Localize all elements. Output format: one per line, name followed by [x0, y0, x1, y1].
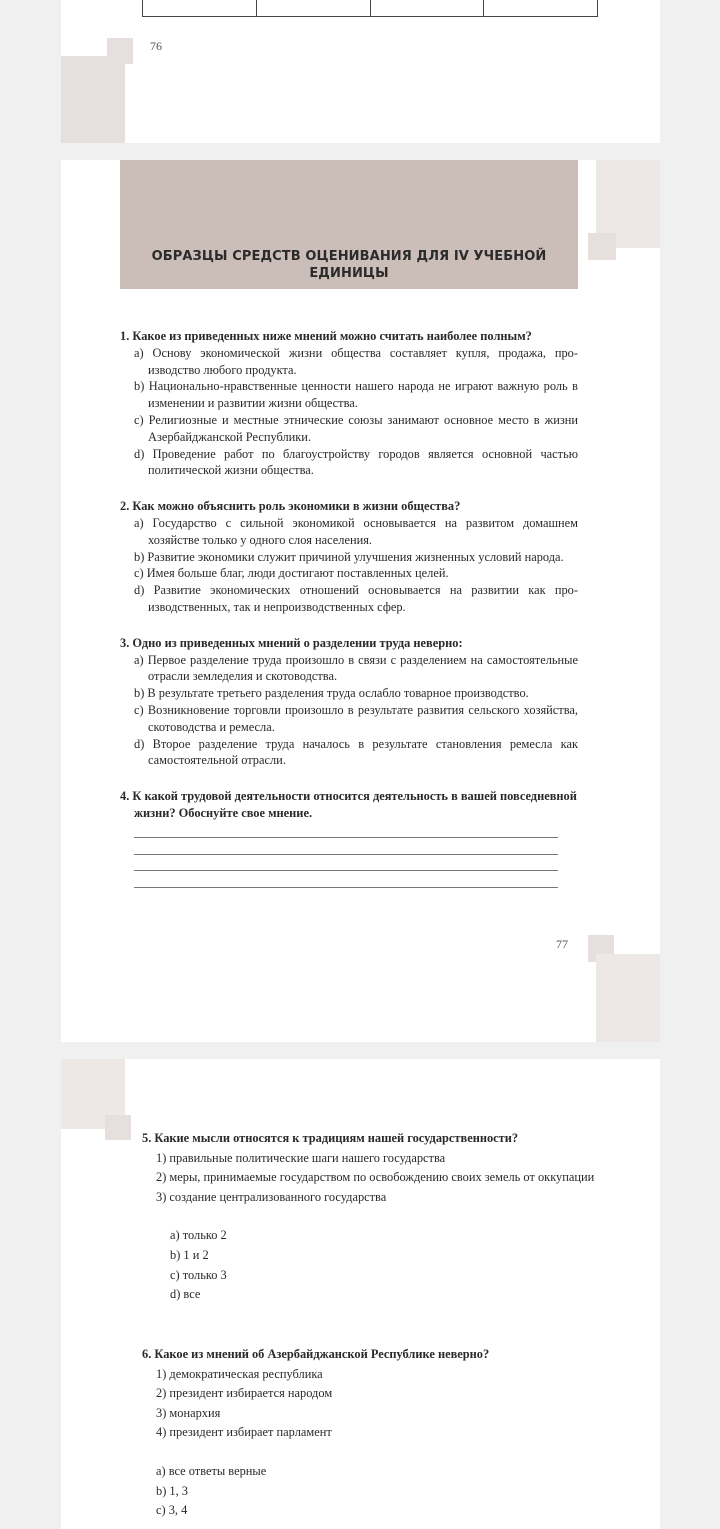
question-4 — [120, 788, 578, 888]
table-cell — [257, 0, 371, 16]
question-2 — [120, 498, 578, 616]
answer-d: d) все — [170, 1287, 201, 1302]
decor-square — [596, 954, 660, 1042]
answer-c: c) 3, 4 — [156, 1503, 188, 1518]
table-cell — [484, 0, 597, 16]
option-b: b) В результате третьего разделения труда ослабло товарное производство. — [134, 686, 529, 701]
question-1 — [120, 328, 578, 479]
table-bottom-row — [142, 0, 598, 17]
question-text: 5. Какие мысли относятся к традициям нашей государственности? — [142, 1131, 519, 1145]
answer-c: c) только 3 — [170, 1267, 227, 1282]
answer-b: b) 1, 3 — [156, 1483, 189, 1498]
question-text: 6. Какое из мнений об Азербайджанской Республике неверно? — [142, 1347, 490, 1361]
table-cell — [371, 0, 485, 16]
statement-item: 4) президент избирает парламент — [156, 1425, 332, 1440]
answer-a: a) только 2 — [170, 1228, 227, 1243]
option-b: b) Развитие экономики служит причиной улучшения жизненных условий народа. — [134, 549, 564, 564]
option-d: d) Развитие экономических отношений основывается на развитии как производственных, так и непроизводственных сфер. — [134, 583, 578, 614]
questions-block — [120, 328, 578, 888]
option-c: c) Возникновение торговли произошло в результате развития сельского хозяйства, скотоводства и ремесла. — [134, 702, 578, 734]
page-number: 77 — [556, 937, 568, 951]
page-76 — [61, 0, 660, 143]
decor-square — [588, 233, 616, 260]
answer-line[interactable] — [134, 871, 558, 888]
answer-line[interactable] — [134, 822, 558, 839]
statement-item: 3) монархия — [156, 1405, 221, 1420]
option-c: c) Религиозные и местные этнические союзы занимают основное место в жизни Азербайджанской Республики. — [134, 412, 578, 444]
page-78 — [61, 1059, 660, 1529]
statement-item: 1) правильные политические шаги нашего государства — [156, 1150, 446, 1165]
option-c: c) Имея больше благ, люди достигают поставленных целей. — [134, 566, 449, 581]
answer-a: a) все ответы верные — [156, 1463, 267, 1478]
option-d: d) Проведение работ по благоустройству городов является основной частью политической жизни общества. — [134, 446, 578, 478]
option-a: a) Основу экономической жизни общества составляет купля, продажа, производство любого продукта. — [134, 345, 578, 377]
section-title: ОБРАЗЦЫ СРЕДСТВ ОЦЕНИВАНИЯ ДЛЯ IV УЧЕБНОЙ ЕДИНИЦЫ — [151, 249, 547, 281]
question-text: 3. Одно из приведенных мнений о разделении труда неверно: — [120, 635, 463, 650]
decor-square — [61, 56, 125, 143]
question-3 — [120, 635, 578, 769]
question-5 — [142, 1129, 600, 1305]
statement-item: 1) демократическая республика — [156, 1366, 323, 1381]
question-text: 1. Какое из приведенных ниже мнений можно считать наиболее полным? — [120, 329, 532, 343]
option-a: a) Государство с сильной экономикой основывается на развитом домашнем хозяйстве только у одного слоя населения. — [134, 515, 578, 547]
statement-item: 2) президент избирается народом — [156, 1386, 333, 1401]
decor-square — [105, 1115, 131, 1140]
page-77 — [61, 160, 660, 1042]
answer-line[interactable] — [134, 838, 558, 855]
table-cell — [143, 0, 257, 16]
page-number: 76 — [150, 39, 162, 53]
answer-b: b) 1 и 2 — [170, 1247, 209, 1262]
section-header-banner — [120, 160, 578, 289]
option-b: b) Национально-нравственные ценности нашего народа не играют важную роль в изменении и развитии жизни общества. — [134, 379, 578, 411]
statement-item: 3) создание централизованного государства — [156, 1189, 387, 1204]
answer-line[interactable] — [134, 855, 558, 872]
option-a: a) Первое разделение труда произошло в связи с разделением на самостоятельные отрасли земледелия и скотоводства. — [134, 652, 578, 684]
statement-item: 2) меры, принимаемые государством по освобождению своих земель от оккупации — [156, 1170, 595, 1185]
question-6 — [142, 1345, 600, 1521]
question-text: 4. К какой трудовой деятельности относится деятельность в вашей повседневной жизни? Обоснуйте свое мнение. — [120, 789, 577, 820]
question-text: 2. Как можно объяснить роль экономики в жизни общества? — [120, 499, 461, 514]
option-d: d) Второе разделение труда началось в результате становления ремесла как самостоятельной отрасли. — [134, 736, 578, 768]
